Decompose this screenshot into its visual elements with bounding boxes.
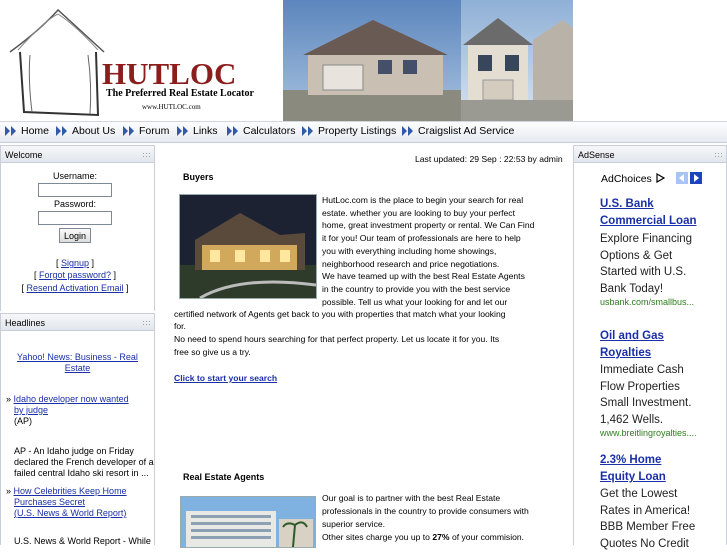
welcome-title: Welcome	[5, 150, 43, 160]
headline-desc: AP - An Idaho judge on Friday declared the French developer of a failed central Idaho ski resort in ...	[14, 446, 154, 478]
nav-calculators[interactable]	[226, 125, 296, 137]
buyers-house-image	[179, 194, 317, 299]
resend-activation-link[interactable]: Resend Activation Email	[26, 283, 124, 293]
username-label: Username:	[52, 171, 97, 181]
headline-source-link[interactable]: Yahoo! News: Business - Real Estate	[17, 352, 138, 373]
double-arrow-icon	[55, 125, 69, 137]
buyers-text-line: We have teamed up with the best Real Estate Agents	[322, 271, 525, 282]
ad-3-title[interactable]: 2.3% Home Equity Loan	[600, 454, 666, 483]
drag-handle-icon[interactable]	[142, 320, 150, 326]
buyers-text-line: neighborhood research and price negotiations.	[322, 258, 500, 269]
signup-row: [ Signup ]	[55, 258, 95, 268]
adchoices[interactable]	[601, 173, 665, 185]
nav-forum[interactable]	[122, 125, 169, 137]
double-arrow-icon	[226, 125, 240, 137]
last-updated: Last updated: 29 Sep : 22:53 by admin	[415, 154, 563, 164]
nav-label: Craigslist Ad Service	[418, 125, 515, 137]
header-right-space	[573, 0, 727, 121]
resend-row: [ Resend Activation Email ]	[21, 283, 129, 293]
ad-2-title[interactable]: Oil and Gas Royalties	[600, 330, 664, 359]
adsense-title: AdSense	[578, 150, 615, 160]
drag-handle-icon[interactable]	[714, 152, 722, 158]
welcome-panel-header	[0, 145, 155, 163]
agents-title: Real Estate Agents	[183, 472, 265, 482]
headlines-title: Headlines	[5, 318, 46, 328]
nav-label: Links	[193, 125, 218, 137]
buyers-text-line: HutLoc.com is the place to begin your search for real	[322, 195, 524, 205]
ad-1-body: Explore Financing Options & Get Started with U.S. Bank Today!	[600, 233, 693, 295]
agents-text-line: superior service.	[322, 519, 386, 529]
forgot-row: [ Forgot password? ]	[33, 270, 117, 280]
password-label: Password:	[53, 199, 97, 209]
headline-item: » How Celebrities Keep Home Purchases Secret (U.S. News & World Report)	[6, 486, 127, 518]
nav-links[interactable]	[176, 125, 218, 137]
buyers-text-full-1: certified network of Agents get back to you with properties that match what your looking	[174, 309, 506, 319]
nav-label: Forum	[139, 125, 170, 137]
double-arrow-icon	[176, 125, 190, 137]
start-search-link[interactable]: Click to start your search	[174, 373, 278, 383]
brand-name: HUTLOC	[102, 56, 237, 91]
nav-property-listings[interactable]	[301, 125, 396, 137]
headline-source	[6, 352, 149, 374]
main-navigation	[0, 122, 727, 143]
headline-link-cont[interactable]: by judge	[14, 405, 49, 415]
site-logo[interactable]	[0, 0, 283, 121]
headline-link[interactable]: Idaho developer now wanted	[13, 394, 129, 404]
login-button[interactable]: Login	[59, 228, 91, 243]
ad-1-url[interactable]: usbank.com/smallbus...	[600, 297, 695, 307]
headline-link[interactable]: How Celebrities Keep Home	[13, 486, 127, 496]
agents-text-line: professionals in the country to provide consumers with	[322, 506, 529, 516]
hut-logo-icon	[0, 0, 110, 121]
nav-label: About Us	[72, 125, 116, 137]
agents-commission-line: Other sites charge you up to 27% of your commision.	[322, 532, 525, 542]
ad-next-icon[interactable]	[690, 172, 702, 184]
buyers-text-line: possible. Tell us what your looking for and let our	[322, 296, 508, 307]
signup-link[interactable]: Signup	[60, 258, 90, 268]
buyers-text-full-4: free so give us a try.	[174, 347, 251, 357]
double-arrow-icon	[401, 125, 415, 137]
double-arrow-icon	[4, 125, 18, 137]
headline-source-tag: (AP)	[14, 416, 32, 426]
buyers-text-line: in the country to provide you with the best service	[322, 283, 511, 294]
headline-source-link[interactable]: (U.S. News & World Report)	[14, 508, 127, 518]
headline-item: » Idaho developer now wanted by judge (AP)	[6, 394, 129, 426]
ad-2-body: Immediate Cash Flow Properties Small Investment. 1,462 Wells.	[600, 364, 692, 426]
nav-home[interactable]	[4, 125, 49, 137]
headline-link-cont[interactable]: Purchases Secret	[14, 497, 86, 507]
ad-3-body: Get the Lowest Rates in America! BBB Member Free Quotes No Credit	[600, 488, 696, 550]
agents-text-line: Our goal is to partner with the best Real Estate	[322, 493, 501, 503]
nav-label: Property Listings	[318, 125, 397, 137]
username-input[interactable]	[38, 183, 112, 197]
drag-handle-icon[interactable]	[142, 152, 150, 158]
forgot-password-link[interactable]: Forgot password?	[38, 270, 112, 280]
password-input[interactable]	[38, 211, 112, 225]
double-arrow-icon	[122, 125, 136, 137]
buyers-title: Buyers	[183, 172, 214, 182]
brand-url: www.HUTLOC.com	[142, 103, 201, 111]
agents-building-image	[180, 496, 316, 548]
headline-desc: U.S. News & World Report - While	[14, 536, 151, 546]
site-header	[0, 0, 727, 122]
adsense-panel-header	[573, 145, 727, 163]
nav-label: Calculators	[243, 125, 296, 137]
nav-label: Home	[21, 125, 50, 137]
buyers-text-line: it for you! Our team of professionals are here to help	[322, 233, 521, 244]
buyers-text-full-2: for.	[174, 321, 186, 331]
buyers-text-line: home, great investment property or rental. We Can Find	[322, 220, 535, 231]
adchoices-icon	[655, 173, 665, 183]
header-house-photos	[283, 0, 573, 121]
buyers-text-full-3: No need to spend hours searching for that perfect property. Let us locate it for you. Its	[174, 334, 500, 344]
headlines-panel-header	[0, 313, 155, 331]
brand-tagline: The Preferred Real Estate Locator	[106, 88, 254, 99]
adchoices-label: AdChoices	[601, 173, 652, 185]
house-photo-image	[283, 0, 573, 121]
double-arrow-icon	[301, 125, 315, 137]
ad-1-title[interactable]: U.S. Bank Commercial Loan	[600, 198, 697, 227]
ad-2-url[interactable]: www.breitlingroyalties....	[600, 428, 697, 438]
buyers-text-line: you with everything including home showings,	[322, 245, 497, 256]
buyers-text-line: estate. whether you are looking to buy your perfect	[322, 207, 515, 218]
nav-about-us[interactable]	[55, 125, 115, 137]
ad-prev-icon[interactable]	[676, 172, 688, 184]
nav-craigslist-ad-service[interactable]	[401, 125, 514, 137]
